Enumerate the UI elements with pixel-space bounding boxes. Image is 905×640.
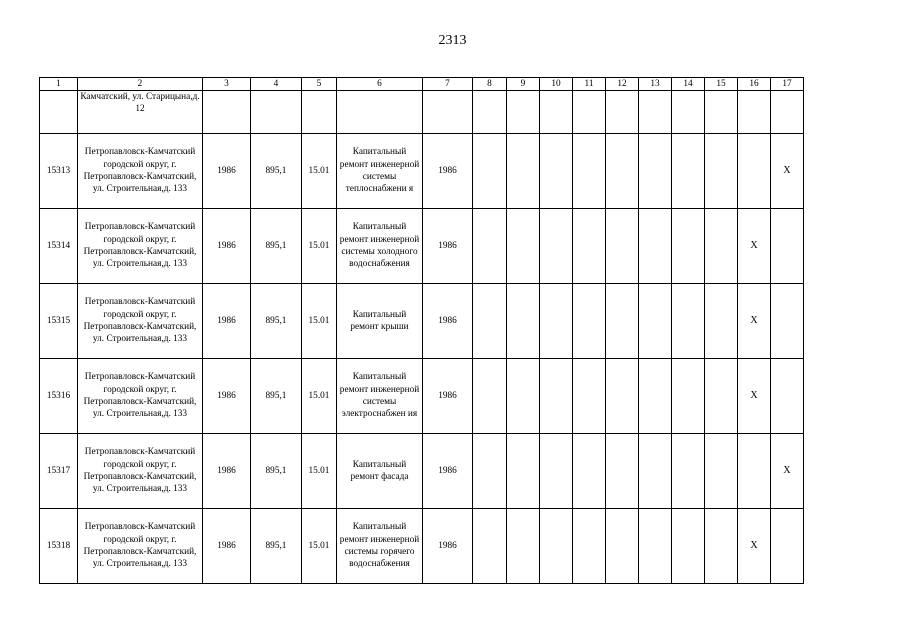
year-cell: 1986 xyxy=(203,134,251,209)
cell xyxy=(705,91,738,134)
cell xyxy=(473,509,507,584)
column-header: 15 xyxy=(705,78,738,91)
cell xyxy=(507,359,540,434)
column-header: 3 xyxy=(203,78,251,91)
cell xyxy=(540,209,573,284)
cell xyxy=(423,91,473,134)
cell xyxy=(473,209,507,284)
cell xyxy=(705,509,738,584)
code-cell: 15.01 xyxy=(302,209,337,284)
cell xyxy=(473,91,507,134)
column-header: 5 xyxy=(302,78,337,91)
cell xyxy=(473,359,507,434)
cell xyxy=(507,209,540,284)
cell xyxy=(540,284,573,359)
address-cell: Петропавловск-Камчатский городской округ, г. Петропавловск-Камчатский, ул. Строительная,д. 133 xyxy=(78,134,203,209)
cell xyxy=(672,209,705,284)
page-number: 2313 xyxy=(438,33,467,48)
mark-cell: X xyxy=(738,359,771,434)
code-cell: 15.01 xyxy=(302,434,337,509)
cell xyxy=(606,134,639,209)
cell xyxy=(639,209,672,284)
column-header: 13 xyxy=(639,78,672,91)
cell xyxy=(606,91,639,134)
mark-cell xyxy=(738,134,771,209)
code-cell: 15.01 xyxy=(302,359,337,434)
table-row xyxy=(40,509,804,584)
cell xyxy=(573,209,606,284)
table-row xyxy=(40,209,804,284)
code-cell: 15.01 xyxy=(302,284,337,359)
cell xyxy=(705,284,738,359)
column-header: 8 xyxy=(473,78,507,91)
cell xyxy=(771,91,804,134)
year-cell: 1986 xyxy=(203,284,251,359)
work-type-cell: Капитальный ремонт инженерной системы теплоснабжени я xyxy=(337,134,423,209)
cell xyxy=(606,359,639,434)
year2-cell: 1986 xyxy=(423,209,473,284)
year-cell: 1986 xyxy=(203,509,251,584)
cell xyxy=(606,284,639,359)
cell xyxy=(540,359,573,434)
column-header: 9 xyxy=(507,78,540,91)
year-cell: 1986 xyxy=(203,434,251,509)
cell xyxy=(540,509,573,584)
mark-cell xyxy=(771,209,804,284)
year2-cell: 1986 xyxy=(423,359,473,434)
address-cell: Петропавловск-Камчатский городской округ, г. Петропавловск-Камчатский, ул. Строительная,д. 133 xyxy=(78,209,203,284)
cell xyxy=(639,134,672,209)
code-cell: 15.01 xyxy=(302,509,337,584)
cell xyxy=(507,509,540,584)
year-cell: 1986 xyxy=(203,209,251,284)
year2-cell: 1986 xyxy=(423,284,473,359)
cell xyxy=(507,91,540,134)
cell xyxy=(672,91,705,134)
address-cell: Петропавловск-Камчатский городской округ, г. Петропавловск-Камчатский, ул. Строительная,д. 133 xyxy=(78,284,203,359)
cell xyxy=(705,434,738,509)
mark-cell xyxy=(771,509,804,584)
header-row xyxy=(40,78,804,91)
column-header: 6 xyxy=(337,78,423,91)
cell xyxy=(606,209,639,284)
address-cell: Камчатский, ул. Старицына,д. 12 xyxy=(78,91,203,134)
cell xyxy=(302,91,337,134)
area-cell: 895,1 xyxy=(251,434,302,509)
cell xyxy=(40,91,78,134)
cell xyxy=(540,134,573,209)
column-header: 11 xyxy=(573,78,606,91)
year2-cell: 1986 xyxy=(423,134,473,209)
cell xyxy=(540,434,573,509)
data-table xyxy=(39,77,804,584)
cell xyxy=(738,91,771,134)
area-cell: 895,1 xyxy=(251,359,302,434)
area-cell: 895,1 xyxy=(251,209,302,284)
continuation-row xyxy=(40,91,804,134)
cell xyxy=(507,434,540,509)
column-header: 7 xyxy=(423,78,473,91)
year2-cell: 1986 xyxy=(423,509,473,584)
column-header: 2 xyxy=(78,78,203,91)
cell xyxy=(705,359,738,434)
column-header: 12 xyxy=(606,78,639,91)
cell xyxy=(203,91,251,134)
cell xyxy=(606,509,639,584)
column-header: 16 xyxy=(738,78,771,91)
column-header: 14 xyxy=(672,78,705,91)
area-cell: 895,1 xyxy=(251,134,302,209)
cell xyxy=(639,284,672,359)
column-header: 17 xyxy=(771,78,804,91)
cell xyxy=(507,134,540,209)
code-cell: 15.01 xyxy=(302,134,337,209)
area-cell: 895,1 xyxy=(251,284,302,359)
area-cell: 895,1 xyxy=(251,509,302,584)
mark-cell xyxy=(738,434,771,509)
cell xyxy=(639,359,672,434)
cell xyxy=(672,134,705,209)
cell xyxy=(507,284,540,359)
address-cell: Петропавловск-Камчатский городской округ, г. Петропавловск-Камчатский, ул. Строительная,д. 133 xyxy=(78,434,203,509)
cell xyxy=(473,434,507,509)
mark-cell: X xyxy=(738,209,771,284)
cell xyxy=(573,91,606,134)
column-header: 10 xyxy=(540,78,573,91)
work-type-cell: Капитальный ремонт фасада xyxy=(337,434,423,509)
work-type-cell: Капитальный ремонт инженерной системы электроснабжен ия xyxy=(337,359,423,434)
cell xyxy=(573,134,606,209)
cell xyxy=(705,209,738,284)
address-cell: Петропавловск-Камчатский городской округ, г. Петропавловск-Камчатский, ул. Строительная,д. 133 xyxy=(78,359,203,434)
table-row xyxy=(40,134,804,209)
address-cell: Петропавловск-Камчатский городской округ, г. Петропавловск-Камчатский, ул. Строительная,д. 133 xyxy=(78,509,203,584)
record-id-cell: 15318 xyxy=(40,509,78,584)
year2-cell: 1986 xyxy=(423,434,473,509)
cell xyxy=(251,91,302,134)
cell xyxy=(672,509,705,584)
record-id-cell: 15317 xyxy=(40,434,78,509)
column-header: 1 xyxy=(40,78,78,91)
cell xyxy=(573,359,606,434)
mark-cell xyxy=(771,284,804,359)
record-id-cell: 15314 xyxy=(40,209,78,284)
mark-cell: X xyxy=(738,509,771,584)
cell xyxy=(672,434,705,509)
record-id-cell: 15315 xyxy=(40,284,78,359)
cell xyxy=(540,91,573,134)
cell xyxy=(473,134,507,209)
mark-cell: X xyxy=(771,134,804,209)
cell xyxy=(473,284,507,359)
year-cell: 1986 xyxy=(203,359,251,434)
mark-cell xyxy=(771,359,804,434)
cell xyxy=(639,91,672,134)
cell xyxy=(573,284,606,359)
column-header: 4 xyxy=(251,78,302,91)
table-row xyxy=(40,359,804,434)
cell xyxy=(639,509,672,584)
cell xyxy=(606,434,639,509)
work-type-cell: Капитальный ремонт крыши xyxy=(337,284,423,359)
record-id-cell: 15316 xyxy=(40,359,78,434)
cell xyxy=(337,91,423,134)
cell xyxy=(573,509,606,584)
work-type-cell: Капитальный ремонт инженерной системы холодного водоснабжения xyxy=(337,209,423,284)
work-type-cell: Капитальный ремонт инженерной системы горячего водоснабжения xyxy=(337,509,423,584)
mark-cell: X xyxy=(738,284,771,359)
cell xyxy=(672,359,705,434)
table-row xyxy=(40,284,804,359)
cell xyxy=(573,434,606,509)
cell xyxy=(672,284,705,359)
cell xyxy=(639,434,672,509)
table-row xyxy=(40,434,804,509)
cell xyxy=(705,134,738,209)
mark-cell: X xyxy=(771,434,804,509)
record-id-cell: 15313 xyxy=(40,134,78,209)
